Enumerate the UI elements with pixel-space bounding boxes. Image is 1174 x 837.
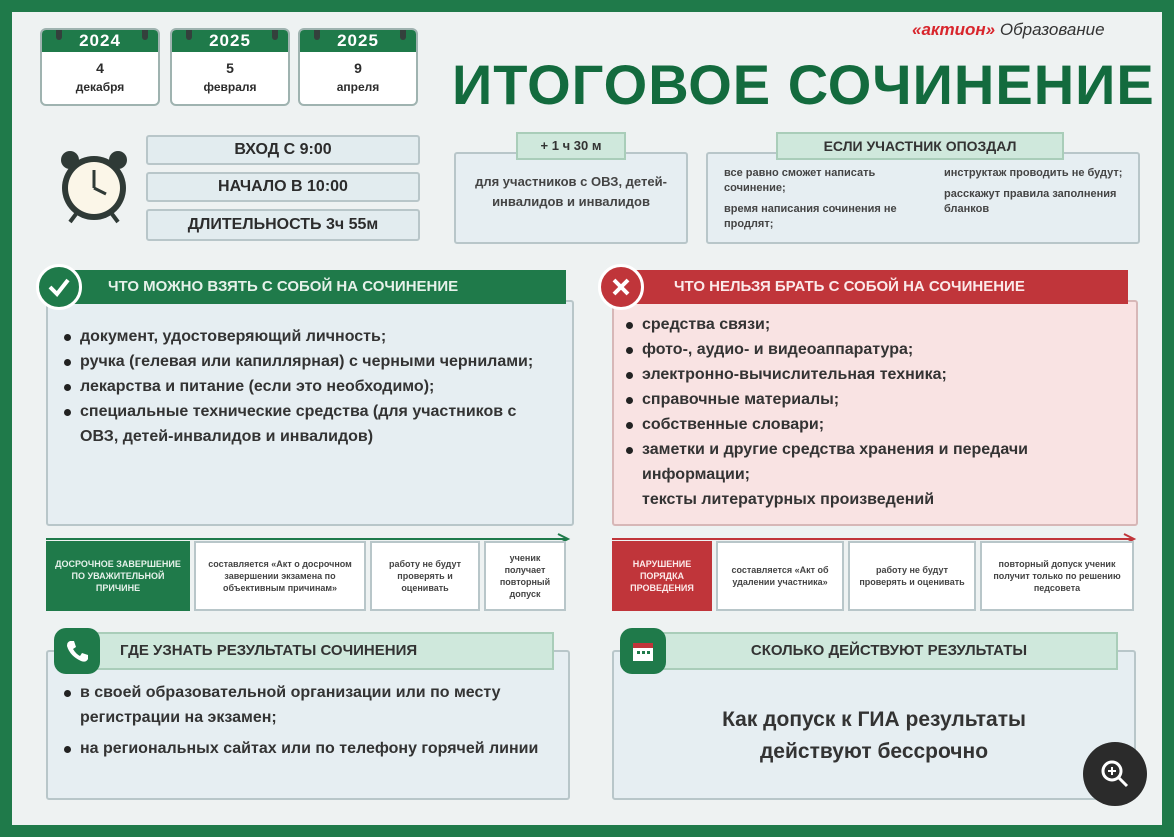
late-item: инструктаж проводить не будут; — [944, 167, 1123, 179]
forbidden-header: ЧТО НЕЛЬЗЯ БРАТЬ С СОБОЙ НА СОЧИНЕНИЕ — [612, 270, 1128, 304]
late-item: все равно сможет написать сочинение; — [724, 167, 876, 194]
late-card — [706, 152, 1140, 244]
list-item: тексты литературных произведений — [642, 491, 935, 508]
extra-time-text: для участников с ОВЗ, детей-инвалидов и инвалидов — [475, 174, 667, 209]
brand-name: «актион» — [912, 20, 996, 39]
alarm-clock-icon — [56, 148, 132, 224]
check-icon — [36, 264, 82, 310]
zoom-button[interactable] — [1083, 742, 1147, 806]
calendar-ring-icon — [56, 28, 62, 40]
flow-label: ДОСРОЧНОЕ ЗАВЕРШЕНИЕ ПО УВАЖИТЕЛЬНОЙ ПРИЧИНЕ — [46, 541, 190, 611]
results-valid-text: Как допуск к ГИА результаты действуют бессрочно — [722, 708, 1026, 763]
list-item: в своей образовательной организации или по месту регистрации на экзамен; — [60, 680, 550, 730]
late-col-left — [724, 166, 914, 232]
flow-label: НАРУШЕНИЕ ПОРЯДКА ПРОВЕДЕНИЯ — [612, 541, 712, 611]
late-col-right — [944, 166, 1134, 217]
calendar-ring-icon — [142, 28, 148, 40]
list-item: заметки и другие средства хранения и передачи информации; — [622, 437, 1128, 487]
forbidden-list — [622, 312, 1128, 512]
page-title: ИТОГОВОЕ СОЧИНЕНИЕ — [452, 53, 1155, 116]
list-item: специальные технические средства (для участников с ОВЗ, детей-инвалидов и инвалидов) — [60, 399, 550, 449]
list-item: собственные словари; — [622, 412, 1128, 437]
extra-time-card — [454, 152, 688, 244]
extra-time-tag: + 1 ч 30 м — [516, 132, 626, 160]
calendar-icon — [620, 628, 666, 674]
brand-logo — [912, 20, 1105, 40]
flow-step: повторный допуск ученик получит только по решению педсовета — [980, 541, 1134, 611]
list-item: электронно-вычислительная техника; — [622, 362, 1128, 387]
early-finish-flow — [46, 541, 570, 611]
late-item: расскажут правила заполнения бланков — [944, 188, 1117, 215]
flow-step: работу не будут проверять и оценивать — [370, 541, 480, 611]
date-day: 5 — [226, 60, 234, 76]
brand-suffix: Образование — [999, 20, 1105, 39]
flow-step: работу не будут проверять и оценивать — [848, 541, 976, 611]
violation-flow — [612, 541, 1134, 611]
allowed-header: ЧТО МОЖНО ВЗЯТЬ С СОБОЙ НА СОЧИНЕНИЕ — [46, 270, 566, 304]
calendar-ring-icon — [400, 28, 406, 40]
date-day: 9 — [354, 60, 362, 76]
date-month: апреля — [336, 80, 380, 94]
date-card — [170, 28, 290, 106]
results-valid-header: СКОЛЬКО ДЕЙСТВУЮТ РЕЗУЛЬТАТЫ — [640, 632, 1118, 670]
results-where-card — [46, 650, 570, 800]
phone-icon — [54, 628, 100, 674]
results-where-header: ГДЕ УЗНАТЬ РЕЗУЛЬТАТЫ СОЧИНЕНИЯ — [76, 632, 554, 670]
cross-icon — [598, 264, 644, 310]
list-item: на региональных сайтах или по телефону горячей линии — [60, 736, 550, 761]
allowed-card — [46, 300, 574, 526]
entry-time: ВХОД С 9:00 — [146, 135, 420, 165]
date-month: февраля — [203, 80, 257, 94]
allowed-list — [60, 324, 550, 449]
results-where-list — [60, 680, 550, 761]
results-valid-card — [612, 650, 1136, 800]
list-item: документ, удостоверяющий личность; — [60, 324, 550, 349]
list-item: ручка (гелевая или капиллярная) с черными чернилами; — [60, 349, 550, 374]
date-year: 2024 — [42, 30, 158, 52]
list-item: справочные материалы; — [622, 387, 1128, 412]
flow-step: составляется «Акт о досрочном завершении экзамена по объективным причинам» — [194, 541, 366, 611]
date-year: 2025 — [300, 30, 416, 52]
date-card — [40, 28, 160, 106]
calendar-ring-icon — [186, 28, 192, 40]
date-year: 2025 — [172, 30, 288, 52]
date-month: декабря — [75, 80, 125, 94]
calendar-ring-icon — [272, 28, 278, 40]
late-item: время написания сочинения не продлят; — [724, 203, 897, 230]
late-title: ЕСЛИ УЧАСТНИК ОПОЗДАЛ — [776, 132, 1064, 160]
forbidden-card — [612, 300, 1138, 526]
date-day: 4 — [96, 60, 104, 76]
calendar-ring-icon — [314, 28, 320, 40]
list-item: фото-, аудио- и видеоаппаратура; — [622, 337, 1128, 362]
flow-step: составляется «Акт об удалении участника» — [716, 541, 844, 611]
flow-step: ученик получает повторный допуск — [484, 541, 566, 611]
duration: ДЛИТЕЛЬНОСТЬ 3ч 55м — [146, 209, 420, 241]
zoom-in-icon — [1099, 758, 1131, 790]
list-item: лекарства и питание (если это необходимо); — [60, 374, 550, 399]
date-card — [298, 28, 418, 106]
list-item: средства связи; — [622, 312, 1128, 337]
start-time: НАЧАЛО В 10:00 — [146, 172, 420, 202]
